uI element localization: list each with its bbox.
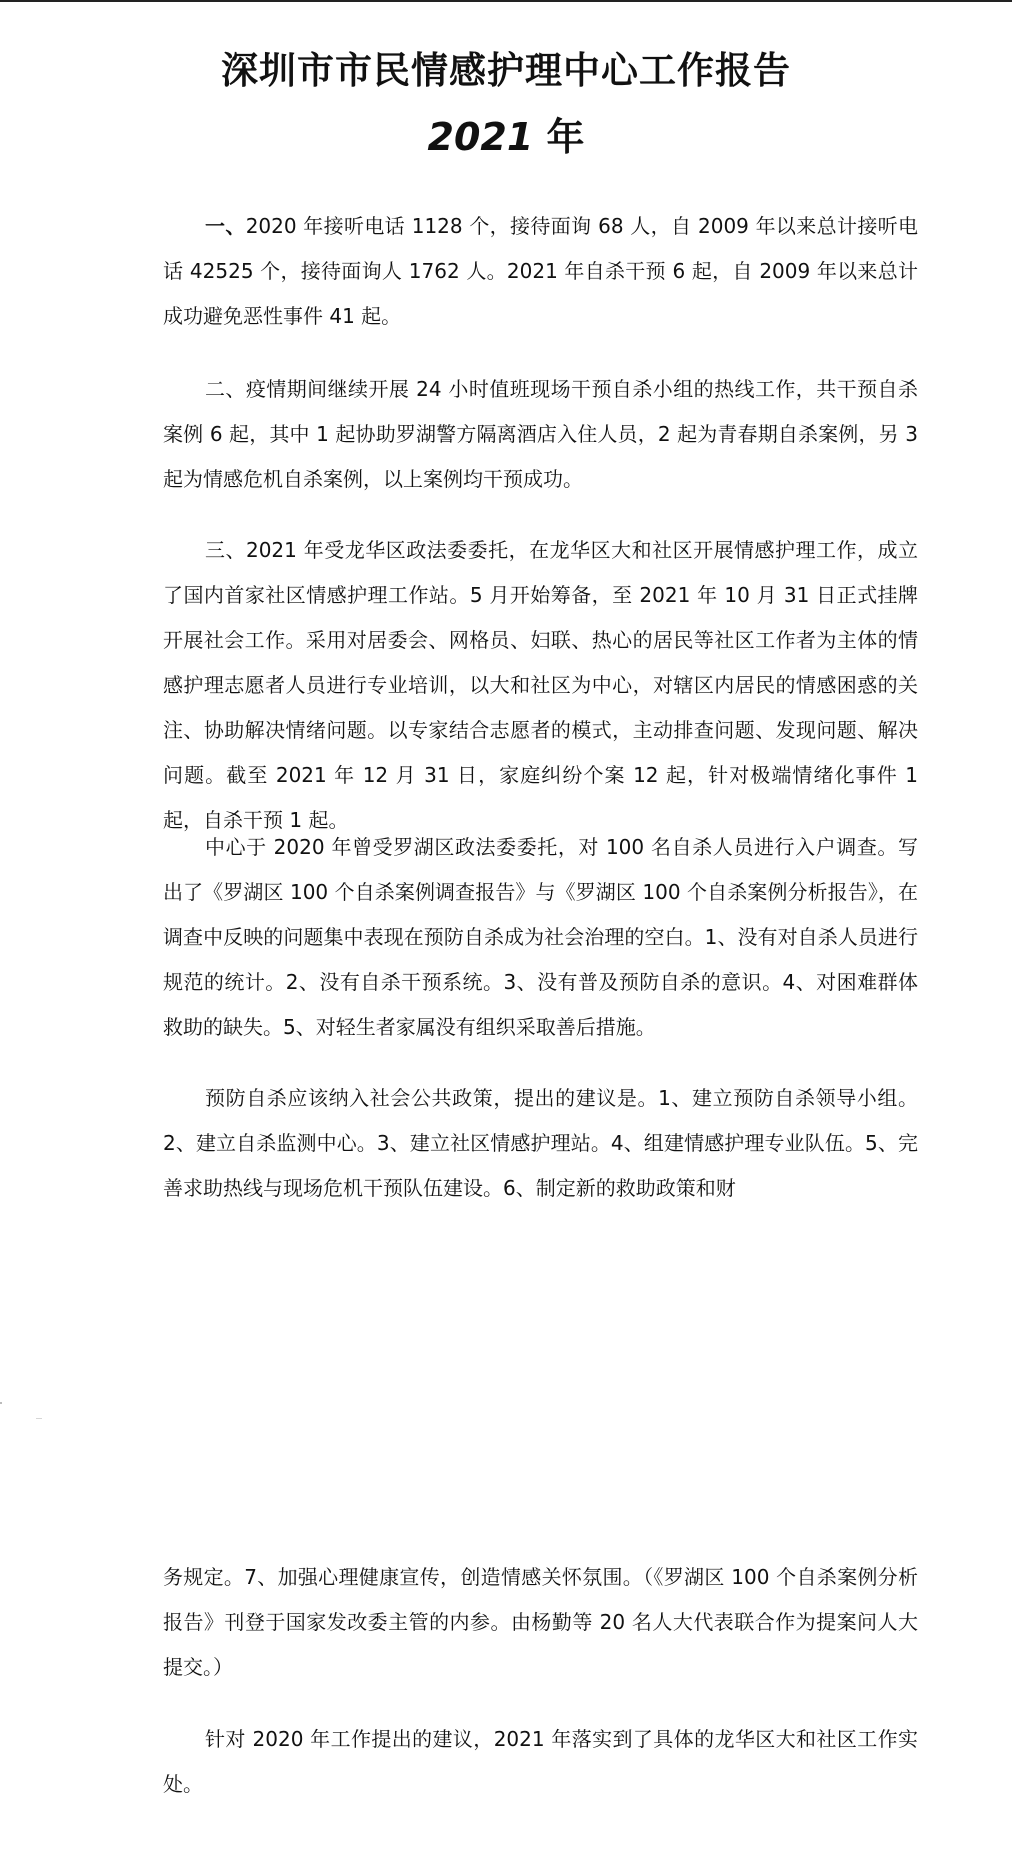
paragraph-3: 三、2021 年受龙华区政法委委托，在龙华区大和社区开展情感护理工作，成立了国内首家社区情感护理工作站。5 月开始筹备，至 2021 年 10 月 31 日正式挂牌开展社会工作。采用对居委会、网格员、妇联、热心的居民等社区工作者为主体的情感护理志愿者人员进行专业培训，以大和社区为中心，对辖区内居民的情感困惑的关注、协助解决情绪问题。以专家结合志愿者的模式，主动排查问题、发现问题、解决问题。截至 2021 年 12 月 31 日，家庭纠纷个案 12 起，针对极端情绪化事件 1 起，自杀干预 1 起。 (163, 538, 918, 832)
paragraph-2: 二、疫情期间继续开展 24 小时值班现场干预自杀小组的热线工作，共干预自杀案例 6 起，其中 1 起协助罗湖警方隔离酒店入住人员，2 起为青春期自杀案例，另 3 起为情感危机自杀案例，以上案例均干预成功。 (163, 377, 918, 491)
scan-speck (0, 1402, 2, 1404)
report-title: 深圳市市民情感护理中心工作报告 (221, 48, 791, 92)
report-year: 2021 (427, 115, 534, 159)
report-year-suffix: 年 (533, 115, 585, 159)
scan-speck (36, 1418, 42, 1419)
report-year-heading (0, 112, 1012, 162)
paragraph-6: 针对 2020 年工作提出的建议，2021 年落实到了具体的龙华区大和社区工作实处。 (163, 1727, 918, 1796)
paragraph-1 (163, 204, 918, 339)
paragraph-5-continued: 务规定。7、加强心理健康宣传，创造情感关怀氛围。（《罗湖区 100 个自杀案例分析报告》刊登于国家发改委主管的内参。由杨勤等 20 名人大代表联合作为提案问人大提交。） (163, 1565, 918, 1679)
paragraph-4: 中心于 2020 年曾受罗湖区政法委委托，对 100 名自杀人员进行入户调查。写出了《罗湖区 100 个自杀案例调查报告》与《罗湖区 100 个自杀案例分析报告》，在调查中反映的问题集中表现在预防自杀成为社会治理的空白。1、没有对自杀人员进行规范的统计。2、没有自杀干预系统。3、没有普及预防自杀的意识。4、对困难群体救助的缺失。5、对轻生者家属没有组织采取善后措施。 (163, 835, 918, 1039)
paragraph-5: 预防自杀应该纳入社会公共政策，提出的建议是。1、建立预防自杀领导小组。2、建立自杀监测中心。3、建立社区情感护理站。4、组建情感护理专业队伍。5、完善求助热线与现场危机干预队伍建设。6、制定新的救助政策和财 (163, 1086, 918, 1200)
paragraph-1-lead: 一、 (205, 214, 246, 238)
paragraph-1-text: 2020 年接听电话 1128 个，接待面询 68 人，自 2009 年以来总计接听电话 42525 个，接待面询人 1762 人。2021 年自杀干预 6 起，自 2009 年以来总计成功避免恶性事件 41 起。 (163, 214, 919, 328)
